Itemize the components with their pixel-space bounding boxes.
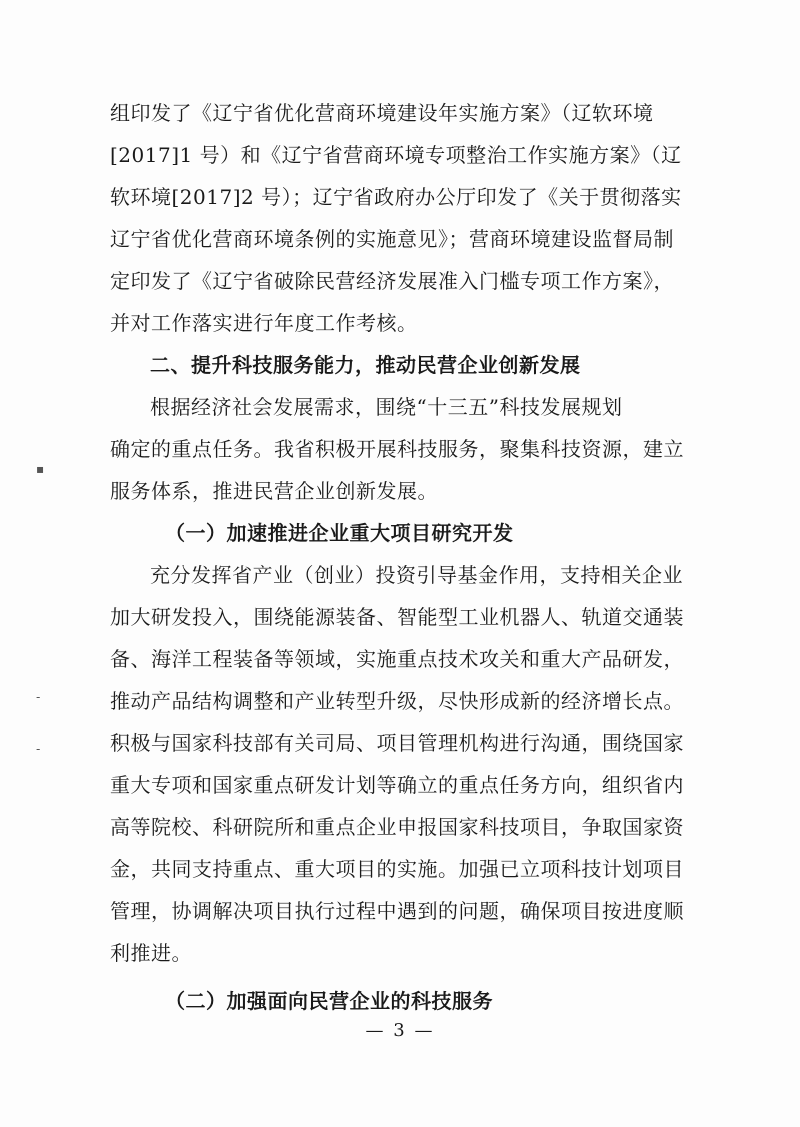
subsection-heading: （二）加强面向民营企业的科技服务: [165, 989, 493, 1013]
paragraph-line: 定印发了《辽宁省破除民营经济发展准入门槛专项工作方案》，: [110, 269, 674, 293]
paragraph-line: 重大专项和国家重点研发计划等确立的重点任务方向，组织省内: [110, 773, 684, 797]
section-heading: 二、提升科技服务能力，推动民营企业创新发展: [150, 353, 581, 377]
paragraph-line: 服务体系，推进民营企业创新发展。: [110, 479, 438, 503]
paragraph-line: 加大研发投入，围绕能源装备、智能型工业机器人、轨道交通装: [110, 605, 684, 629]
paragraph-line: 并对工作落实进行年度工作考核。: [110, 311, 418, 335]
paragraph-line: 软环境[2017]2 号）；辽宁省政府办公厅印发了《关于贯彻落实: [110, 185, 682, 209]
scan-mark: -: [36, 690, 41, 704]
paragraph-line: 辽宁省优化营商环境条例的实施意见》；营商环境建设监督局制: [110, 227, 674, 251]
paragraph-line: 管理，协调解决项目执行过程中遇到的问题，确保项目按进度顺: [110, 899, 684, 923]
page-number: — 3 —: [365, 1020, 435, 1041]
document-body: [110, 92, 695, 1022]
paragraph-line: [2017]1 号）和《辽宁省营商环境专项整治工作实施方案》（辽: [110, 143, 682, 167]
paragraph-line: 确定的重点任务。我省积极开展科技服务，聚集科技资源，建立: [110, 437, 684, 461]
paragraph-line: 金，共同支持重点、重大项目的实施。加强已立项科技计划项目: [110, 857, 684, 881]
paragraph-line: 组印发了《辽宁省优化营商环境建设年实施方案》（辽软环境: [110, 101, 654, 125]
paragraph-first-line: 充分发挥省产业（创业）投资引导基金作用，支持相关企业: [150, 563, 683, 587]
paragraph-line: 备、海洋工程装备等领域，实施重点技术攻关和重大产品研发，: [110, 647, 684, 671]
paragraph-line: 推动产品结构调整和产业转型升级，尽快形成新的经济增长点。: [110, 689, 684, 713]
paragraph-line: 利推进。: [110, 941, 192, 965]
paragraph-line: 高等院校、科研院所和重点企业申报国家科技项目，争取国家资: [110, 815, 684, 839]
scan-mark: ▪: [36, 462, 45, 476]
paragraph-first-line: 根据经济社会发展需求，围绕“十三五”科技发展规划: [150, 395, 623, 419]
paragraph-line: 积极与国家科技部有关司局、项目管理机构进行沟通，围绕国家: [110, 731, 684, 755]
scan-mark: -: [36, 742, 41, 756]
subsection-heading: （一）加速推进企业重大项目研究开发: [165, 521, 514, 545]
